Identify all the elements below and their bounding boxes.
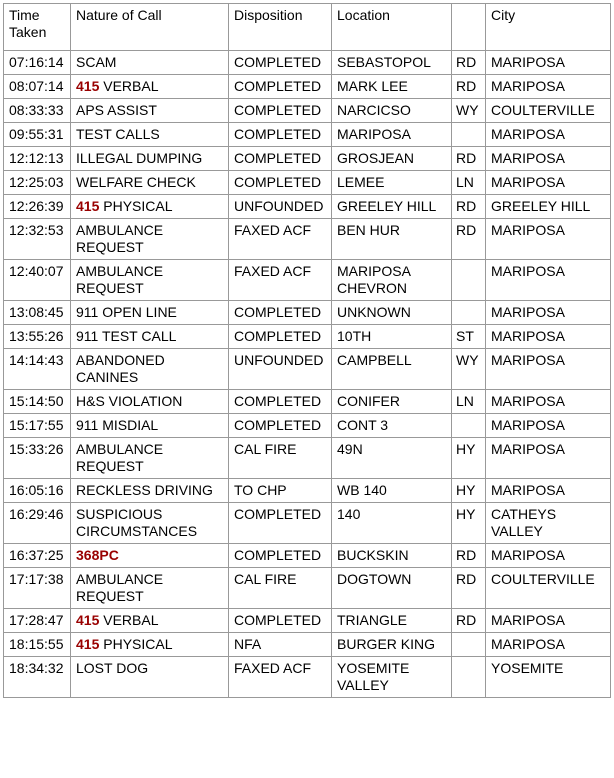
cell-city: COULTERVILLE: [486, 99, 611, 123]
cell-location: GROSJEAN: [332, 147, 452, 171]
cell-location: LEMEE: [332, 171, 452, 195]
cell-location-suffix: [452, 657, 486, 698]
table-row: [4, 438, 611, 479]
cell-location-suffix: [452, 301, 486, 325]
cell-city: MARIPOSA: [486, 633, 611, 657]
cell-disposition: COMPLETED: [229, 51, 332, 75]
call-nature-text: LOST DOG: [76, 660, 149, 676]
cell-location-suffix: [452, 414, 486, 438]
table-row: [4, 171, 611, 195]
cell-disposition: COMPLETED: [229, 99, 332, 123]
cell-time-taken: 09:55:31: [4, 123, 71, 147]
cell-time-taken: 16:37:25: [4, 544, 71, 568]
cell-location: 10TH: [332, 325, 452, 349]
cell-nature-of-call: [71, 301, 229, 325]
cell-disposition: COMPLETED: [229, 503, 332, 544]
cell-disposition: FAXED ACF: [229, 657, 332, 698]
cell-city: MARIPOSA: [486, 544, 611, 568]
cell-location: BUCKSKIN: [332, 544, 452, 568]
table-row: [4, 568, 611, 609]
cell-location-suffix: WY: [452, 349, 486, 390]
table-row: [4, 51, 611, 75]
cell-disposition: CAL FIRE: [229, 438, 332, 479]
cell-location: BURGER KING: [332, 633, 452, 657]
cell-time-taken: 16:29:46: [4, 503, 71, 544]
cell-nature-of-call: [71, 123, 229, 147]
table-row: [4, 544, 611, 568]
table-row: [4, 195, 611, 219]
cell-location: CONT 3: [332, 414, 452, 438]
cell-city: MARIPOSA: [486, 219, 611, 260]
cell-location-suffix: ST: [452, 325, 486, 349]
call-log-table: [3, 3, 611, 698]
cell-disposition: COMPLETED: [229, 609, 332, 633]
cell-location: TRIANGLE: [332, 609, 452, 633]
cell-time-taken: 15:17:55: [4, 414, 71, 438]
cell-location-suffix: [452, 633, 486, 657]
cell-nature-of-call: [71, 657, 229, 698]
cell-location: MARIPOSA: [332, 123, 452, 147]
cell-time-taken: 15:33:26: [4, 438, 71, 479]
header-suffix: [452, 4, 486, 51]
call-nature-text: RECKLESS DRIVING: [76, 482, 213, 498]
cell-location: 140: [332, 503, 452, 544]
call-nature-text: 911 TEST CALL: [76, 328, 177, 344]
cell-location-suffix: RD: [452, 544, 486, 568]
table-row: [4, 301, 611, 325]
cell-location-suffix: RD: [452, 51, 486, 75]
cell-location-suffix: LN: [452, 171, 486, 195]
cell-nature-of-call: [71, 260, 229, 301]
cell-time-taken: 16:05:16: [4, 479, 71, 503]
cell-location: NARCICSO: [332, 99, 452, 123]
cell-location-suffix: LN: [452, 390, 486, 414]
call-nature-text: VERBAL: [99, 612, 159, 628]
cell-time-taken: 12:32:53: [4, 219, 71, 260]
cell-city: MARIPOSA: [486, 260, 611, 301]
cell-time-taken: 08:33:33: [4, 99, 71, 123]
cell-location-suffix: WY: [452, 99, 486, 123]
cell-nature-of-call: [71, 544, 229, 568]
cell-location-suffix: RD: [452, 219, 486, 260]
cell-disposition: COMPLETED: [229, 414, 332, 438]
cell-city: MARIPOSA: [486, 414, 611, 438]
cell-nature-of-call: [71, 219, 229, 260]
table-row: [4, 657, 611, 698]
cell-time-taken: 12:40:07: [4, 260, 71, 301]
cell-nature-of-call: [71, 75, 229, 99]
cell-location-suffix: [452, 260, 486, 301]
cell-location: CAMPBELL: [332, 349, 452, 390]
call-nature-text: ILLEGAL DUMPING: [76, 150, 203, 166]
cell-city: MARIPOSA: [486, 171, 611, 195]
cell-time-taken: 18:15:55: [4, 633, 71, 657]
cell-city: MARIPOSA: [486, 123, 611, 147]
call-nature-text: SUSPICIOUS CIRCUMSTANCES: [76, 506, 198, 539]
cell-city: MARIPOSA: [486, 75, 611, 99]
cell-nature-of-call: [71, 568, 229, 609]
cell-disposition: COMPLETED: [229, 325, 332, 349]
cell-disposition: UNFOUNDED: [229, 195, 332, 219]
header-city: City: [486, 4, 611, 51]
cell-location-suffix: [452, 123, 486, 147]
cell-nature-of-call: [71, 349, 229, 390]
call-nature-text: SCAM: [76, 54, 117, 70]
cell-disposition: COMPLETED: [229, 75, 332, 99]
cell-location: YOSEMITE VALLEY: [332, 657, 452, 698]
header-disposition: Disposition: [229, 4, 332, 51]
call-nature-text: PHYSICAL: [99, 198, 173, 214]
cell-time-taken: 13:55:26: [4, 325, 71, 349]
cell-city: MARIPOSA: [486, 349, 611, 390]
cell-time-taken: 07:16:14: [4, 51, 71, 75]
cell-nature-of-call: [71, 325, 229, 349]
cell-disposition: COMPLETED: [229, 123, 332, 147]
call-code: 415: [76, 612, 100, 628]
call-log-body: [4, 4, 611, 698]
cell-city: MARIPOSA: [486, 51, 611, 75]
cell-time-taken: 14:14:43: [4, 349, 71, 390]
table-row: [4, 123, 611, 147]
cell-city: MARIPOSA: [486, 301, 611, 325]
cell-location: UNKNOWN: [332, 301, 452, 325]
cell-disposition: NFA: [229, 633, 332, 657]
table-row: [4, 609, 611, 633]
table-row: [4, 503, 611, 544]
cell-time-taken: 12:26:39: [4, 195, 71, 219]
cell-disposition: COMPLETED: [229, 147, 332, 171]
table-row: [4, 75, 611, 99]
cell-location-suffix: RD: [452, 75, 486, 99]
call-nature-text: AMBULANCE REQUEST: [76, 571, 168, 604]
cell-nature-of-call: [71, 414, 229, 438]
cell-location-suffix: RD: [452, 195, 486, 219]
cell-disposition: UNFOUNDED: [229, 349, 332, 390]
cell-location: MARIPOSA CHEVRON: [332, 260, 452, 301]
cell-disposition: FAXED ACF: [229, 219, 332, 260]
call-nature-text: TEST CALLS: [76, 126, 160, 142]
call-code: 368PC: [76, 547, 119, 563]
cell-location-suffix: HY: [452, 438, 486, 479]
cell-location: DOGTOWN: [332, 568, 452, 609]
call-nature-text: 911 MISDIAL: [76, 417, 159, 433]
table-row: [4, 633, 611, 657]
table-row: [4, 219, 611, 260]
cell-nature-of-call: [71, 147, 229, 171]
cell-disposition: COMPLETED: [229, 301, 332, 325]
cell-city: MARIPOSA: [486, 325, 611, 349]
cell-location-suffix: RD: [452, 147, 486, 171]
call-nature-text: 911 OPEN LINE: [76, 304, 177, 320]
header-nature-of-call: Nature of Call: [71, 4, 229, 51]
cell-disposition: FAXED ACF: [229, 260, 332, 301]
cell-disposition: TO CHP: [229, 479, 332, 503]
cell-location: MARK LEE: [332, 75, 452, 99]
call-nature-text: APS ASSIST: [76, 102, 157, 118]
cell-city: COULTERVILLE: [486, 568, 611, 609]
cell-nature-of-call: [71, 390, 229, 414]
cell-disposition: COMPLETED: [229, 544, 332, 568]
table-row: [4, 479, 611, 503]
cell-city: GREELEY HILL: [486, 195, 611, 219]
call-code: 415: [76, 198, 100, 214]
cell-time-taken: 18:34:32: [4, 657, 71, 698]
cell-city: CATHEYS VALLEY: [486, 503, 611, 544]
cell-city: MARIPOSA: [486, 479, 611, 503]
call-nature-text: AMBULANCE REQUEST: [76, 263, 168, 296]
call-nature-text: ABANDONED CANINES: [76, 352, 169, 385]
cell-nature-of-call: [71, 609, 229, 633]
call-nature-text: VERBAL: [99, 78, 159, 94]
table-row: [4, 99, 611, 123]
call-nature-text: PHYSICAL: [99, 636, 173, 652]
cell-nature-of-call: [71, 51, 229, 75]
cell-nature-of-call: [71, 479, 229, 503]
cell-disposition: CAL FIRE: [229, 568, 332, 609]
table-row: [4, 325, 611, 349]
cell-nature-of-call: [71, 503, 229, 544]
call-nature-text: H&S VIOLATION: [76, 393, 183, 409]
cell-time-taken: 12:25:03: [4, 171, 71, 195]
call-nature-text: AMBULANCE REQUEST: [76, 222, 168, 255]
cell-location: WB 140: [332, 479, 452, 503]
cell-disposition: COMPLETED: [229, 171, 332, 195]
cell-disposition: COMPLETED: [229, 390, 332, 414]
cell-location-suffix: HY: [452, 503, 486, 544]
table-row: [4, 414, 611, 438]
cell-city: MARIPOSA: [486, 390, 611, 414]
cell-time-taken: 17:28:47: [4, 609, 71, 633]
cell-city: MARIPOSA: [486, 147, 611, 171]
cell-time-taken: 15:14:50: [4, 390, 71, 414]
cell-location: SEBASTOPOL: [332, 51, 452, 75]
table-row: [4, 147, 611, 171]
cell-location: CONIFER: [332, 390, 452, 414]
header-time-taken: Time Taken: [4, 4, 71, 51]
header-location: Location: [332, 4, 452, 51]
cell-location: 49N: [332, 438, 452, 479]
call-code: 415: [76, 636, 100, 652]
cell-location-suffix: RD: [452, 568, 486, 609]
table-row: [4, 260, 611, 301]
cell-location-suffix: HY: [452, 479, 486, 503]
table-header-row: [4, 4, 611, 51]
call-code: 415: [76, 78, 100, 94]
table-row: [4, 349, 611, 390]
cell-nature-of-call: [71, 633, 229, 657]
table-row: [4, 390, 611, 414]
call-nature-text: AMBULANCE REQUEST: [76, 441, 168, 474]
cell-location-suffix: RD: [452, 609, 486, 633]
cell-location: BEN HUR: [332, 219, 452, 260]
cell-location: GREELEY HILL: [332, 195, 452, 219]
cell-time-taken: 17:17:38: [4, 568, 71, 609]
cell-city: YOSEMITE: [486, 657, 611, 698]
cell-nature-of-call: [71, 438, 229, 479]
cell-city: MARIPOSA: [486, 609, 611, 633]
cell-nature-of-call: [71, 99, 229, 123]
cell-time-taken: 08:07:14: [4, 75, 71, 99]
cell-nature-of-call: [71, 171, 229, 195]
cell-city: MARIPOSA: [486, 438, 611, 479]
cell-time-taken: 13:08:45: [4, 301, 71, 325]
call-nature-text: WELFARE CHECK: [76, 174, 196, 190]
cell-nature-of-call: [71, 195, 229, 219]
cell-time-taken: 12:12:13: [4, 147, 71, 171]
